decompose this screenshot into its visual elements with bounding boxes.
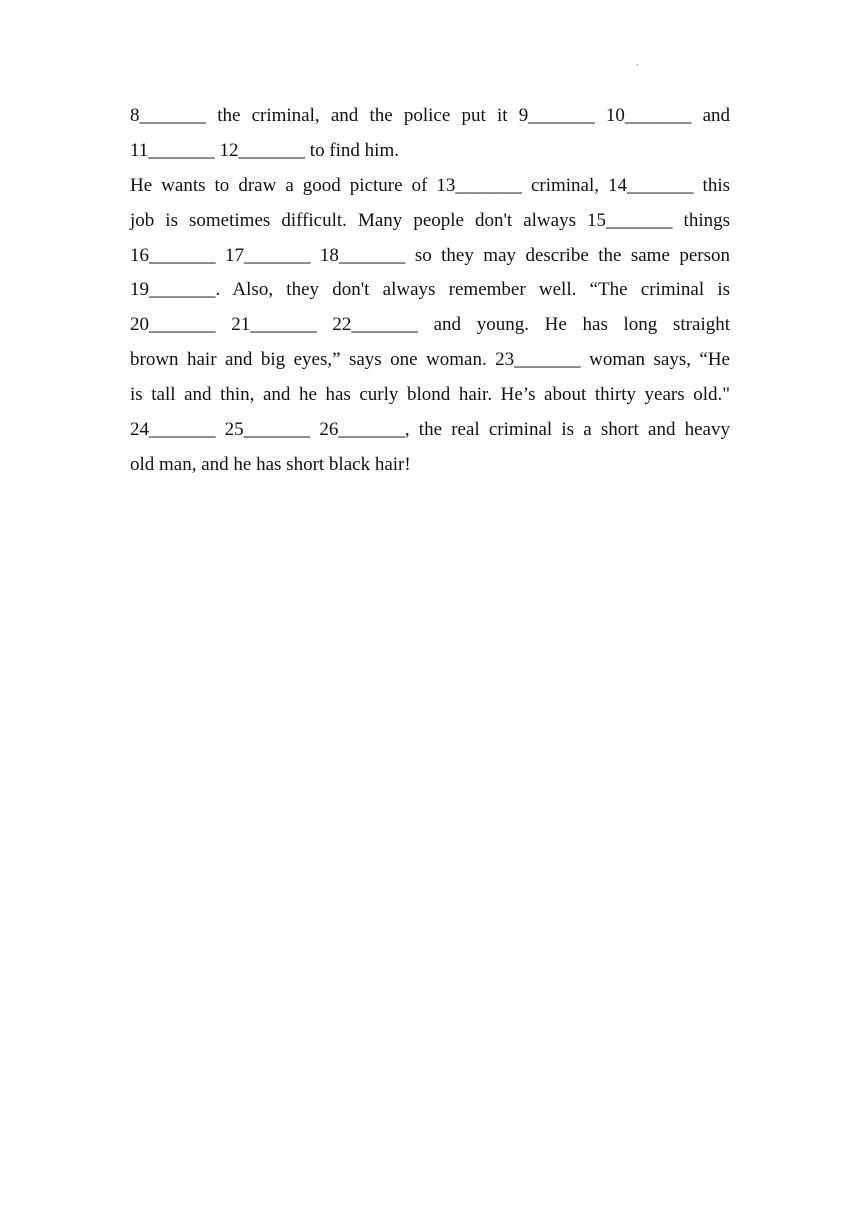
- passage-line: 11_______ 12_______ to find him.: [130, 139, 399, 161]
- passage-line: He wants to draw a good picture of 13_______ criminal, 14_______ this: [130, 174, 730, 196]
- passage-line: 20_______ 21_______ 22_______ and young. He has long straight: [130, 314, 730, 336]
- passage-line: job is sometimes difficult. Many people don't always 15_______ things: [130, 209, 730, 231]
- passage-line: 16_______ 17_______ 18_______ so they may describe the same person: [130, 244, 730, 266]
- passage-line: old man, and he has short black hair!: [130, 453, 411, 475]
- passage-line: brown hair and big eyes,” says one woman. 23_______ woman says, “He: [130, 349, 730, 371]
- passage-line: 8_______ the criminal, and the police put it 9_______ 10_______ and: [130, 105, 730, 126]
- page-marker: .: [636, 57, 639, 68]
- passage-line: 19_______. Also, they don't always remember well. “The criminal is: [130, 279, 730, 301]
- passage-text: [130, 99, 730, 483]
- passage-line: is tall and thin, and he has curly blond hair. He’s about thirty years old.": [130, 384, 730, 406]
- passage-line: 24_______ 25_______ 26_______, the real criminal is a short and heavy: [130, 419, 730, 441]
